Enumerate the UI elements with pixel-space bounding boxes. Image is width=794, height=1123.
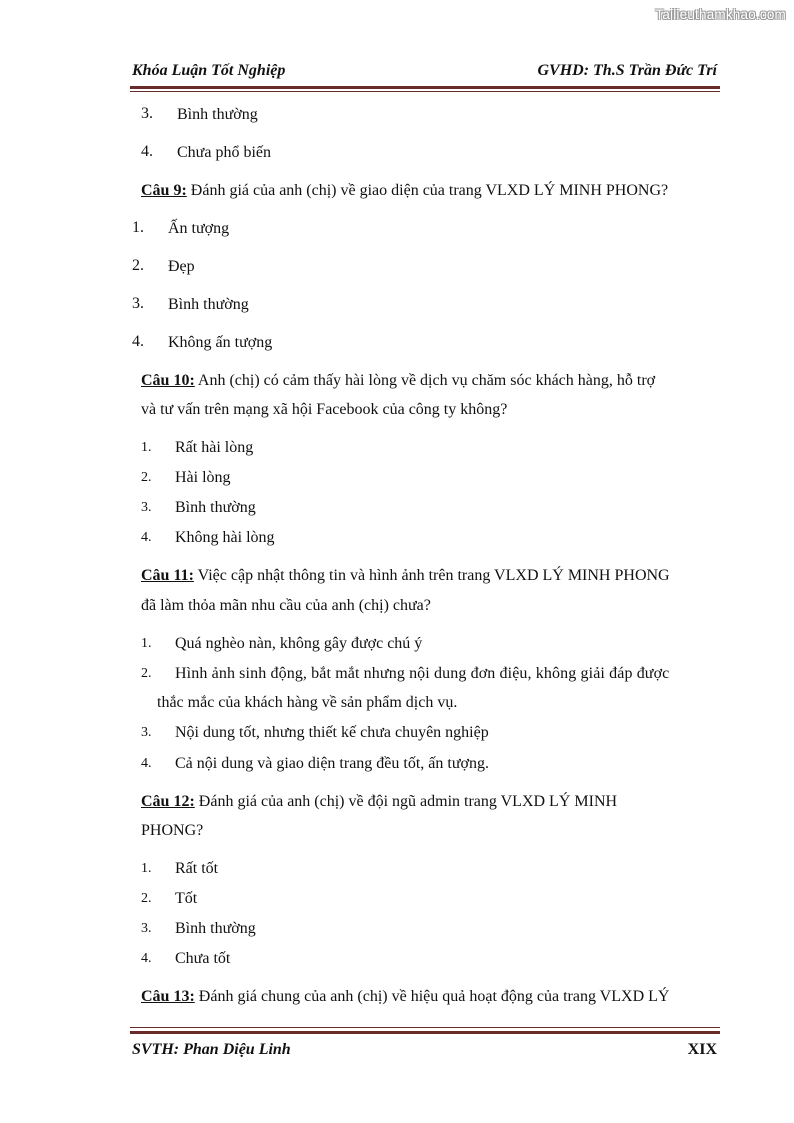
list-number: 3. — [141, 921, 152, 936]
list-item: Bình thường — [175, 920, 256, 937]
list-number: 2. — [141, 666, 152, 681]
list-item-cont: thắc mắc của khách hàng về sản phẩm dịch vụ. — [157, 694, 458, 711]
list-item: Chưa phổ biến — [177, 144, 271, 161]
header-title: Khóa Luận Tốt Nghiệp — [132, 62, 286, 79]
footer-author: SVTH: Phan Diệu Linh — [132, 1041, 291, 1058]
question-11 — [141, 566, 670, 586]
list-item: Không hài lòng — [175, 529, 275, 546]
question-text-cont: đã làm thỏa mãn nhu cầu của anh (chị) chưa? — [141, 597, 431, 614]
question-text: Đánh giá của anh (chị) về đội ngũ admin trang VLXD LÝ MINH — [194, 793, 618, 810]
list-number: 3. — [141, 725, 152, 740]
question-label: Câu 12: — [141, 793, 195, 810]
list-item: Không ấn tượng — [168, 334, 273, 351]
page-number: XIX — [687, 1041, 717, 1058]
list-number: 2. — [141, 470, 152, 485]
question-label: Câu 9: — [141, 182, 187, 199]
list-number: 3. — [132, 295, 144, 312]
list-item: Bình thường — [177, 106, 258, 123]
question-text: Đánh giá của anh (chị) về giao diện của trang VLXD LÝ MINH PHONG? — [186, 182, 669, 199]
question-10 — [141, 371, 655, 391]
list-number: 4. — [141, 143, 153, 160]
list-item: Hài lòng — [175, 469, 231, 486]
list-item: Bình thường — [175, 499, 256, 516]
list-item: Cả nội dung và giao diện trang đều tốt, ấn tượng. — [175, 755, 489, 772]
list-item: Ấn tượng — [168, 220, 230, 237]
list-number: 1. — [141, 636, 152, 651]
list-item: Hình ảnh sinh động, bắt mắt nhưng nội dung đơn điệu, không giải đáp được — [175, 665, 670, 682]
list-number: 3. — [141, 500, 152, 515]
footer-rule-thin — [130, 1027, 720, 1028]
list-number: 3. — [141, 105, 153, 122]
list-item: Rất hài lòng — [175, 439, 254, 456]
header-advisor: GVHD: Th.S Trần Đức Trí — [537, 62, 717, 79]
list-item: Nội dung tốt, nhưng thiết kế chưa chuyên nghiệp — [175, 724, 489, 741]
list-number: 2. — [141, 891, 152, 906]
list-number: 1. — [132, 219, 144, 236]
list-number: 1. — [141, 440, 152, 455]
question-label: Câu 11: — [141, 567, 194, 584]
footer-rule-thick — [130, 1031, 720, 1034]
question-label: Câu 10: — [141, 372, 195, 389]
question-12 — [141, 792, 617, 812]
question-9 — [141, 181, 668, 201]
header-rule-thick — [130, 86, 720, 89]
header-rule-thin — [130, 91, 720, 92]
list-number: 4. — [141, 951, 152, 966]
list-number: 4. — [141, 756, 152, 771]
question-text: Đánh giá chung của anh (chị) về hiệu quả hoạt động của trang VLXD LÝ — [194, 988, 670, 1005]
list-item: Đẹp — [168, 258, 195, 275]
list-number: 1. — [141, 861, 152, 876]
list-item: Tốt — [175, 890, 198, 907]
list-item: Rất tốt — [175, 860, 219, 877]
list-number: 4. — [141, 530, 152, 545]
question-text: Anh (chị) có cảm thấy hài lòng về dịch vụ chăm sóc khách hàng, hỗ trợ — [194, 372, 656, 389]
list-item: Chưa tốt — [175, 950, 231, 967]
question-label: Câu 13: — [141, 988, 195, 1005]
question-text-cont: và tư vấn trên mạng xã hội Facebook của công ty không? — [141, 401, 508, 418]
list-item: Bình thường — [168, 296, 249, 313]
list-number: 4. — [132, 333, 144, 350]
question-13 — [141, 987, 669, 1007]
question-text-cont: PHONG? — [141, 822, 204, 839]
question-text: Việc cập nhật thông tin và hình ảnh trên trang VLXD LÝ MINH PHONG — [193, 567, 670, 584]
list-item: Quá nghèo nàn, không gây được chú ý — [175, 635, 423, 652]
list-number: 2. — [132, 257, 144, 274]
watermark: Tailieuthamkhao.com — [655, 7, 786, 22]
